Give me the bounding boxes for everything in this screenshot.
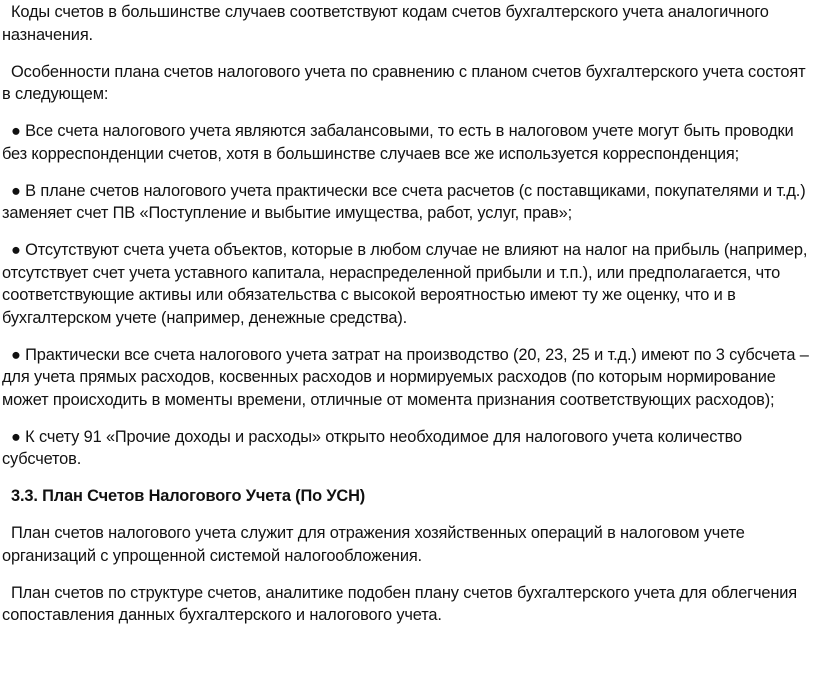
paragraph-usn-structure: План счетов по структуре счетов, аналитике подобен плану счетов бухгалтерского учета для облегчения сопоставления данных бухгалтерского и налогового учета. bbox=[2, 583, 797, 624]
spacer bbox=[0, 508, 816, 523]
bullet-account-91-subaccounts: ● К счету 91 «Прочие доходы и расходы» открыто необходимое для налогового учета количество субсчетов. bbox=[2, 427, 742, 468]
spacer bbox=[0, 411, 816, 426]
spacer bbox=[0, 225, 816, 240]
spacer bbox=[0, 567, 816, 582]
section-heading: 3.3. План Счетов Налогового Учета (По УСН) bbox=[11, 487, 366, 505]
spacer bbox=[0, 329, 816, 344]
spacer bbox=[0, 106, 816, 121]
spacer bbox=[0, 471, 816, 486]
bullet-missing-accounts: ● Отсутствуют счета учета объектов, которые в любом случае не влияют на налог на прибыль (например, отсутствует счет учета уставного капитала, нераспределенной прибыли и т.п.), или предполагается, что соответствующие активы или обязательства с высокой вероятностью имеют ту же оценку, что и в бухгалтерском учете (например, денежные средства). bbox=[2, 241, 808, 327]
paragraph-usn-purpose: План счетов налогового учета служит для отражения хозяйственных операций в налоговом учете организаций с упрощенной системой налогообложения. bbox=[2, 524, 745, 565]
spacer bbox=[0, 46, 816, 61]
paragraph-features-intro: Особенности плана счетов налогового учета по сравнению с планом счетов бухгалтерского учета состоят в следующем: bbox=[2, 62, 806, 103]
bullet-off-balance-accounts: ● Все счета налогового учета являются забалансовыми, то есть в налоговом учете могут быть проводки без корреспонденции счетов, хотя в большинстве случаев все же используется корреспонденция; bbox=[2, 122, 794, 163]
spacer bbox=[0, 165, 816, 180]
bullet-settlement-accounts: ● В плане счетов налогового учета практически все счета расчетов (с поставщиками, покупателями и т.д.) заменяет счет ПВ «Поступление и выбытие имущества, работ, услуг, прав»; bbox=[2, 181, 806, 222]
bullet-production-cost-subaccounts: ● Практически все счета налогового учета затрат на производство (20, 23, 25 и т.д.) имеют по 3 субсчета – для учета прямых расходов, косвенных расходов и нормируемых расходов (по которым нормирование может происходить в моменты времени, отличные от момента признания соответствующих расходов); bbox=[2, 345, 809, 409]
paragraph-account-codes: Коды счетов в большинстве случаев соответствуют кодам счетов бухгалтерского учета аналогичного назначения. bbox=[2, 3, 769, 44]
